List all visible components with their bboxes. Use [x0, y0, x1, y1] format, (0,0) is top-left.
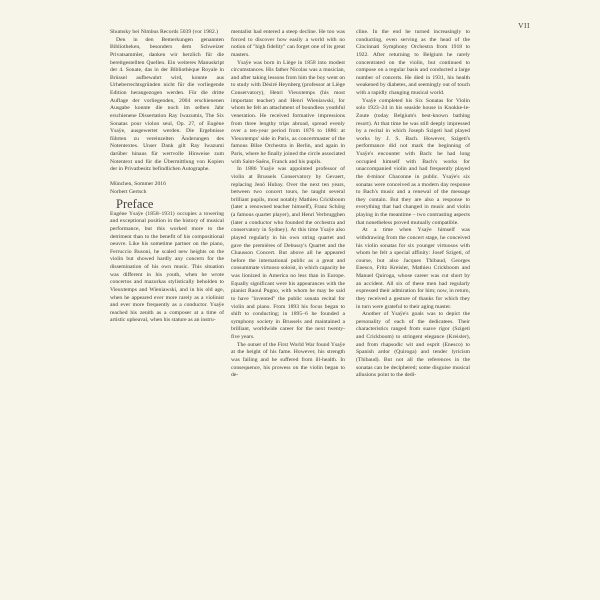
paragraph-continuation: mentalist had entered a steep decline. He too was forced to discover how easily a world with no notion of "high fidelity" can forget one of its great masters. [231, 29, 345, 58]
paragraph-first-world-war: The outset of the First World War found Ysaÿe at the height of his fame. However, his strength was failing and he suffered from ill-health. In consequence, his prowess on the violin began to de- [231, 341, 345, 379]
paragraph-early-life: Ysaÿe was born in Liège in 1858 into modest circumstances. His father Nicolas was a musician, and after taking lessons from him the boy went on to study with Désiré Heynberg (professor at Liège Conservatory), Henri Vieuxtemps (his most important teacher) and Henri Wieniawski, for whom he felt an attachment of boundless youthful veneration. He received formative impressions from three lengthy trips abroad, spread evenly over a ten-year period from 1876 to 1886: at Vieuxtemps' side in Paris, as concertmaster of the famous Bilse Orchestra in Berlin, and again in Paris, where he finally joined the circle associated with Saint-Saëns, Franck and his pupils. [231, 59, 345, 165]
paragraph-continuation: cline. In the end he turned increasingly to conducting, even serving as the head of the Cincinnati Symphony Orchestra from 1918 to 1922. After returning to Belgium he rarely concentrated on the violin, but continued to compose on a regular basis and conducted a large number of concerts. He died in 1931, his health weakened by diabetes, and seemingly out of touch with a rapidly changing musical world. [356, 29, 470, 96]
text-column-2 [231, 29, 345, 380]
text-column-3 [356, 29, 470, 380]
paragraph-preface-intro: Eugène Ysaÿe (1858–1931) occupies a towering and exceptional position in the history of musical performance, but this worked more to the detriment than to the benefit of his compositional oeuvre. Like his sometime partner on the piano, Ferruccio Busoni, he scaled new heights on the violin but showed hardly any concern for the dissemination of his own music. This situation was different in his youth, when he wrote concertos and mazurkas stylistically beholden to Vieuxtemps and Wieniawski, and in his old age, when he appeared ever more rarely as a violinist and ever more frequently as a conductor. Ysaÿe reached his zenith as a composer at a time of artistic upheaval, when his stature as an instru- [110, 210, 224, 324]
paragraph-acknowledgements: Den in den Bemerkungen genannten Bibliotheken, besonders dem Schweizer Privatsammler, danken wir herzlich für die bereitgestellten Quellen. Ein weiteres Manuskript der 4. Sonate, das in der Bibliothèque Royale in Brüssel aufbewahrt wird, konnte aus Urheberrechtsgründen nicht für die vorliegende Edition herangezogen werden. Für die dritte Auflage der vorliegenden, 2004 erschienenen Ausgabe konnte die noch im selben Jahr erschienene Dissertation Ray Iwazumis, The Six Sonatas pour violon seul, Op. 27, of Eugène Ysaÿe, ausgewertet werden. Die Ergebnisse führten zu vereinzelten Änderungen des Notentextes. Unser Dank gilt Ray Iwazumi darüber hinaus für wertvolle Hinweise zum Notentext und für die Übermittlung von Kopien der in Privatbesitz befindlichen Autographe. [110, 36, 224, 173]
section-heading-preface: Preface [116, 196, 154, 211]
text-column-1 [110, 29, 224, 325]
paragraph-six-sonatas: Ysaÿe completed his Six Sonatas for Violin solo 1923–24 in his seaside house in Knokke-le-Zoute (today Belgium's best-known bathing resort). At that time he was still deeply impressed by a recital in which Joseph Szigeti had played works by J. S. Bach. However, Szigeti's performance did not mark the beginning of Ysaÿe's encounter with Bach: he had long occupied himself with Bach's works for unaccompanied violin and had frequently played the d-minor Chaconne in public. Ysaÿe's six sonatas were conceived as a modern day response to Bach's music and a renewal of the message they contain. But they are also a response to everything that had changed in music and violin playing in the meantime – two contrasting aspects that nonetheless proved mutually compatible. [356, 97, 470, 226]
paragraph-goals: Another of Ysaÿe's goals was to depict the personality of each of the dedicatees. Their characteristics ranged from suave rigor (Szigeti and Crickboom) to stringent elegance (Kreisler), and from rhapsodic wit and esprit (Enesco) to Spanish ardor (Quiroga) and tender lyricism (Thibaud). But not all the references in the sonatas can be deciphered; some disguise musical allusions point to the dedi- [356, 311, 470, 379]
paragraph-brussels-career: In 1886 Ysaÿe was appointed professor of violin at Brussels Conservatory by Gevaert, replacing Jenö Hubay. Over the next ten years, between two concert tours, he taught several brilliant pupils, most notably Mathieu Crickboom (later a renowned teacher himself), Franz Schörg (a famous quartet player), and Henri Verbrugghen (later a conductor who founded the orchestra and conservatory in Sydney). At this time Ysaÿe also played regularly in his own string quartet and gave the premières of Debussy's Quartet and the Chausson Concert. But above all he appeared before the international public as a great and consummate virtuoso soloist, in which capacity he was lionized in America no less than in Europe. Equally significant were his appearances with the pianist Raoul Pugno, with whom he may be said to have "invented" the public sonata recital for violin and piano. From 1893 his focus began to shift to conducting; in 1895–6 he founded a symphony society in Brussels and maintained a brilliant, worldwide career for the next twenty-five years. [231, 166, 345, 340]
author-name: Norbert Gertsch [110, 189, 147, 196]
paragraph-dedicatees: At a time when Ysaÿe himself was withdrawing from the concert stage, he conceived his violin sonatas for six younger virtuosos with whom he felt a special affinity: Josef Szigeti, of course, but also Jacques Thibaud, Georges Enesco, Fritz Kreisler, Mathieu Crickboom and Manuel Quiroga, whose career was cut short by an accident. All six of these men had regularly expressed their admiration for him; now, in return, they received a gesture of thanks for which they in turn were grateful to their aging master. [356, 227, 470, 310]
paragraph-shumsky: Shumsky bei Nimbus Records 5039 (vor 1982.) [110, 29, 218, 35]
place-date: München, Sommer 2016 [110, 181, 166, 188]
page-number: VII [518, 21, 530, 30]
